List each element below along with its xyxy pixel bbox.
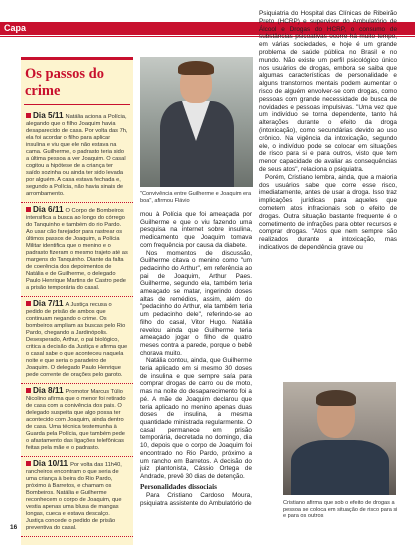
entry-date: Dia 7/11 <box>33 299 64 308</box>
entry-text: Natália aciona a Polícia, alegando que o filho Joaquim havia desaparecido de casa. Por volta das 7h, ela foi acordar o filho para aplicar insulina e viu que ele não estava na cama. Guilherme, o padrasto teria sido a última pessoa a ver Joaquim. O casal cogitou a hipótese de a criança ter saído sozinha ou ainda ter sido levada por alguém. A casa estava fechada e, segundo a Polícia, não havia sinais de arrombamento. <box>26 114 128 197</box>
square-bullet-icon <box>26 461 31 466</box>
photo-figure-hair <box>316 390 356 406</box>
entry-date: Dia 8/11 <box>33 386 64 395</box>
page-number: 16 <box>10 524 18 531</box>
paragraph: Nos momentos de discussão, Guilherme citava o menino como "um pedacinho do Arthur", em referência ao pai de Joaquim, Arthur Paes. Guilherme, segundo ela, também teria ameaçado se matar, ingerindo doses altas de remédios, assim, além do "pedacinho do Arthur, ela também teria um pedacinho dele", referindo-se ao filho do casal, Vitor Hugo. Natália revelou ainda que Guilherme teria ameaçado jogar o filho de quatro meses contra a parede, porque o bebê chorava muito. <box>140 249 252 357</box>
paragraph: mou à Polícia que foi ameaçada por Guilherme e que o viu fazendo uma pesquisa na internet sobre insulina, medicamento que Joaquim tomava com frequência por causa da diabete. <box>140 211 252 249</box>
square-bullet-icon <box>26 207 31 212</box>
entry-text: A Justiça recusa o pedido de prisão de ambos que continuam negando o crime. Os bombeiros ampliam as buscas pelo Rio Pardo, chegando a Jardinópolis. Desesperado, Arthur, o pai biológico, critica a decisão da Justiça e afirma que o casal sabe o que aconteceu naquela noite e que seria o paradeiro de Joaquim. O delegado Paulo Henrique pede corrente de orações pelo garoto. <box>26 302 128 378</box>
timeline-sidebar <box>21 57 133 545</box>
sidebar-title-rule <box>24 104 130 105</box>
square-bullet-icon <box>26 113 31 118</box>
entry-text: Promotor Marcus Túlio Nicolino afirma que o menor foi retirado de casa com a conivência dos pais. O delegado suspeita que algo possa ter acontecido com Joaquim, ainda dentro de casa. Uma técnica testemunha à Guarda pela Polícia, que também pede o afastamento das ligações telefônicas feitas pela mãe e o padrasto. <box>26 389 126 451</box>
paragraph: Psiquiatria do Hospital das Clínicas de Ribeirão Preto (HCRP) e supervisor do Ambulatório de Álcool e Drogas do HCRP, o consumo de substâncias psicoativas ocorre há muito tempo, em várias sociedades, e hoje é um grande problema de saúde pública no Brasil e no mundo. Não existe um perfil psicológico único nos usuários de drogas, embora se saiba que algumas características de personalidade e alguns transtornos mentais podem aumentar o risco de alguém envolver-se com drogas, como pessoas com grande necessidade de busca de novidades e pessoas impulsivas. "Uma vez que um indivíduo se torna dependente, tanto há alterações durante o efeito da droga (intoxicação), como secundárias devido ao uso crônico. Na vigência da intoxicação, segundo ele, o indivíduo pode se colocar em situações de risco para si e para outros, visto que tem menor capacidade de avaliar as consequências de seus atos", relaciona o psiquiatra. <box>259 10 397 173</box>
photo-figure-hair <box>178 61 214 75</box>
entry-date: Dia 5/11 <box>33 111 64 120</box>
entry-date: Dia 10/11 <box>33 459 69 468</box>
article-column-2 <box>140 211 252 541</box>
photo-caption: Cristiano afirma que sob o efeito de drogas a pessoa se coloca em situação de risco para si e para os outros <box>283 500 398 519</box>
photo-figure-body <box>291 440 389 495</box>
square-bullet-icon <box>26 388 31 393</box>
sidebar-title: Os passos do crime <box>25 66 104 99</box>
entry-text: Por volta das 11h40, rancheiros encontram o que seria de uma criança à beira do Rio Pardo, próximo à Barretos, e chamam os Bombeiros. Natália e Guilherme reconhecem o corpo de Joaquim, que vestia apenas uma blusa de mangas longas, cueca e estava descalço. Justiça concede o pedido de prisão preventiva do casal. <box>26 462 122 531</box>
timeline-entry <box>21 457 133 537</box>
photo-psychiatrist-portrait <box>283 382 396 495</box>
square-bullet-icon <box>26 301 31 306</box>
timeline-entry <box>21 384 133 457</box>
section-label: Capa <box>4 23 27 33</box>
timeline-entry <box>21 297 133 384</box>
paragraph: Porém, Cristiano lembra, ainda, que a maioria dos usuários sabe que corre esse risco, imediatamente, antes de usar a droga. Isso traz implicações jurídicas para aqueles que cometem atos infracionais sob o efeito de drogas. Outra situação bastante frequente é o cometimento de infrações para obter recursos e comprar drogas. "Atos que nem sempre são realizados durante a intoxicação, mas indicativos de dependência grave ou <box>259 173 397 251</box>
article-column-3 <box>259 10 397 372</box>
paragraph: Para Cristiano Cardoso Moura, psiquiatra assistente do Ambulatório de <box>140 492 252 508</box>
subheading: Personalidades dissociais <box>140 482 217 491</box>
photo-caption: "Convivência entre Guilherme e Joaquim era boa", afirmou Flávio <box>140 191 252 204</box>
photo-man-portrait <box>140 57 253 187</box>
paragraph: Natália contou, ainda, que Guilherme teria aplicado em si mesmo 30 doses de insulina e que sempre saía para comprar drogas de carro ou de moto, mas na noite do desaparecimento foi a pé. A mãe de Joaquim declarou que teria aplicado no menino apenas duas doses de insulina, a mesma quantidade ministrada regularmente. O casal permanece em prisão temporária, decretada no domingo, dia 10, depois que o corpo de Joaquim foi encontrado no Rio Pardo, próximo a um rancho em Barretos. A decisão do juiz plantonista, Cássio Ortega de Andrade, prevê 30 dias de detenção. <box>140 357 252 480</box>
timeline-entry <box>21 203 133 297</box>
entry-text: O Corpo de Bombeiros intensifica a busca ao longo do córrego do Tanquinho e também do rio Pardo. Ao usar cão farejador para rastrear os últimos passos de Joaquim, a Polícia Militar identifica que o menino e o padrasto fizeram o mesmo trajeto até as margens do Tanquinho. Diante da falta de coerência dos depoimentos de Natália e de Guilherme, o delegado Paulo Henrique Martins de Castro pede a prisão temporária do casal. <box>26 208 128 291</box>
timeline-entry <box>21 109 133 203</box>
entry-date: Dia 6/11 <box>33 205 64 214</box>
